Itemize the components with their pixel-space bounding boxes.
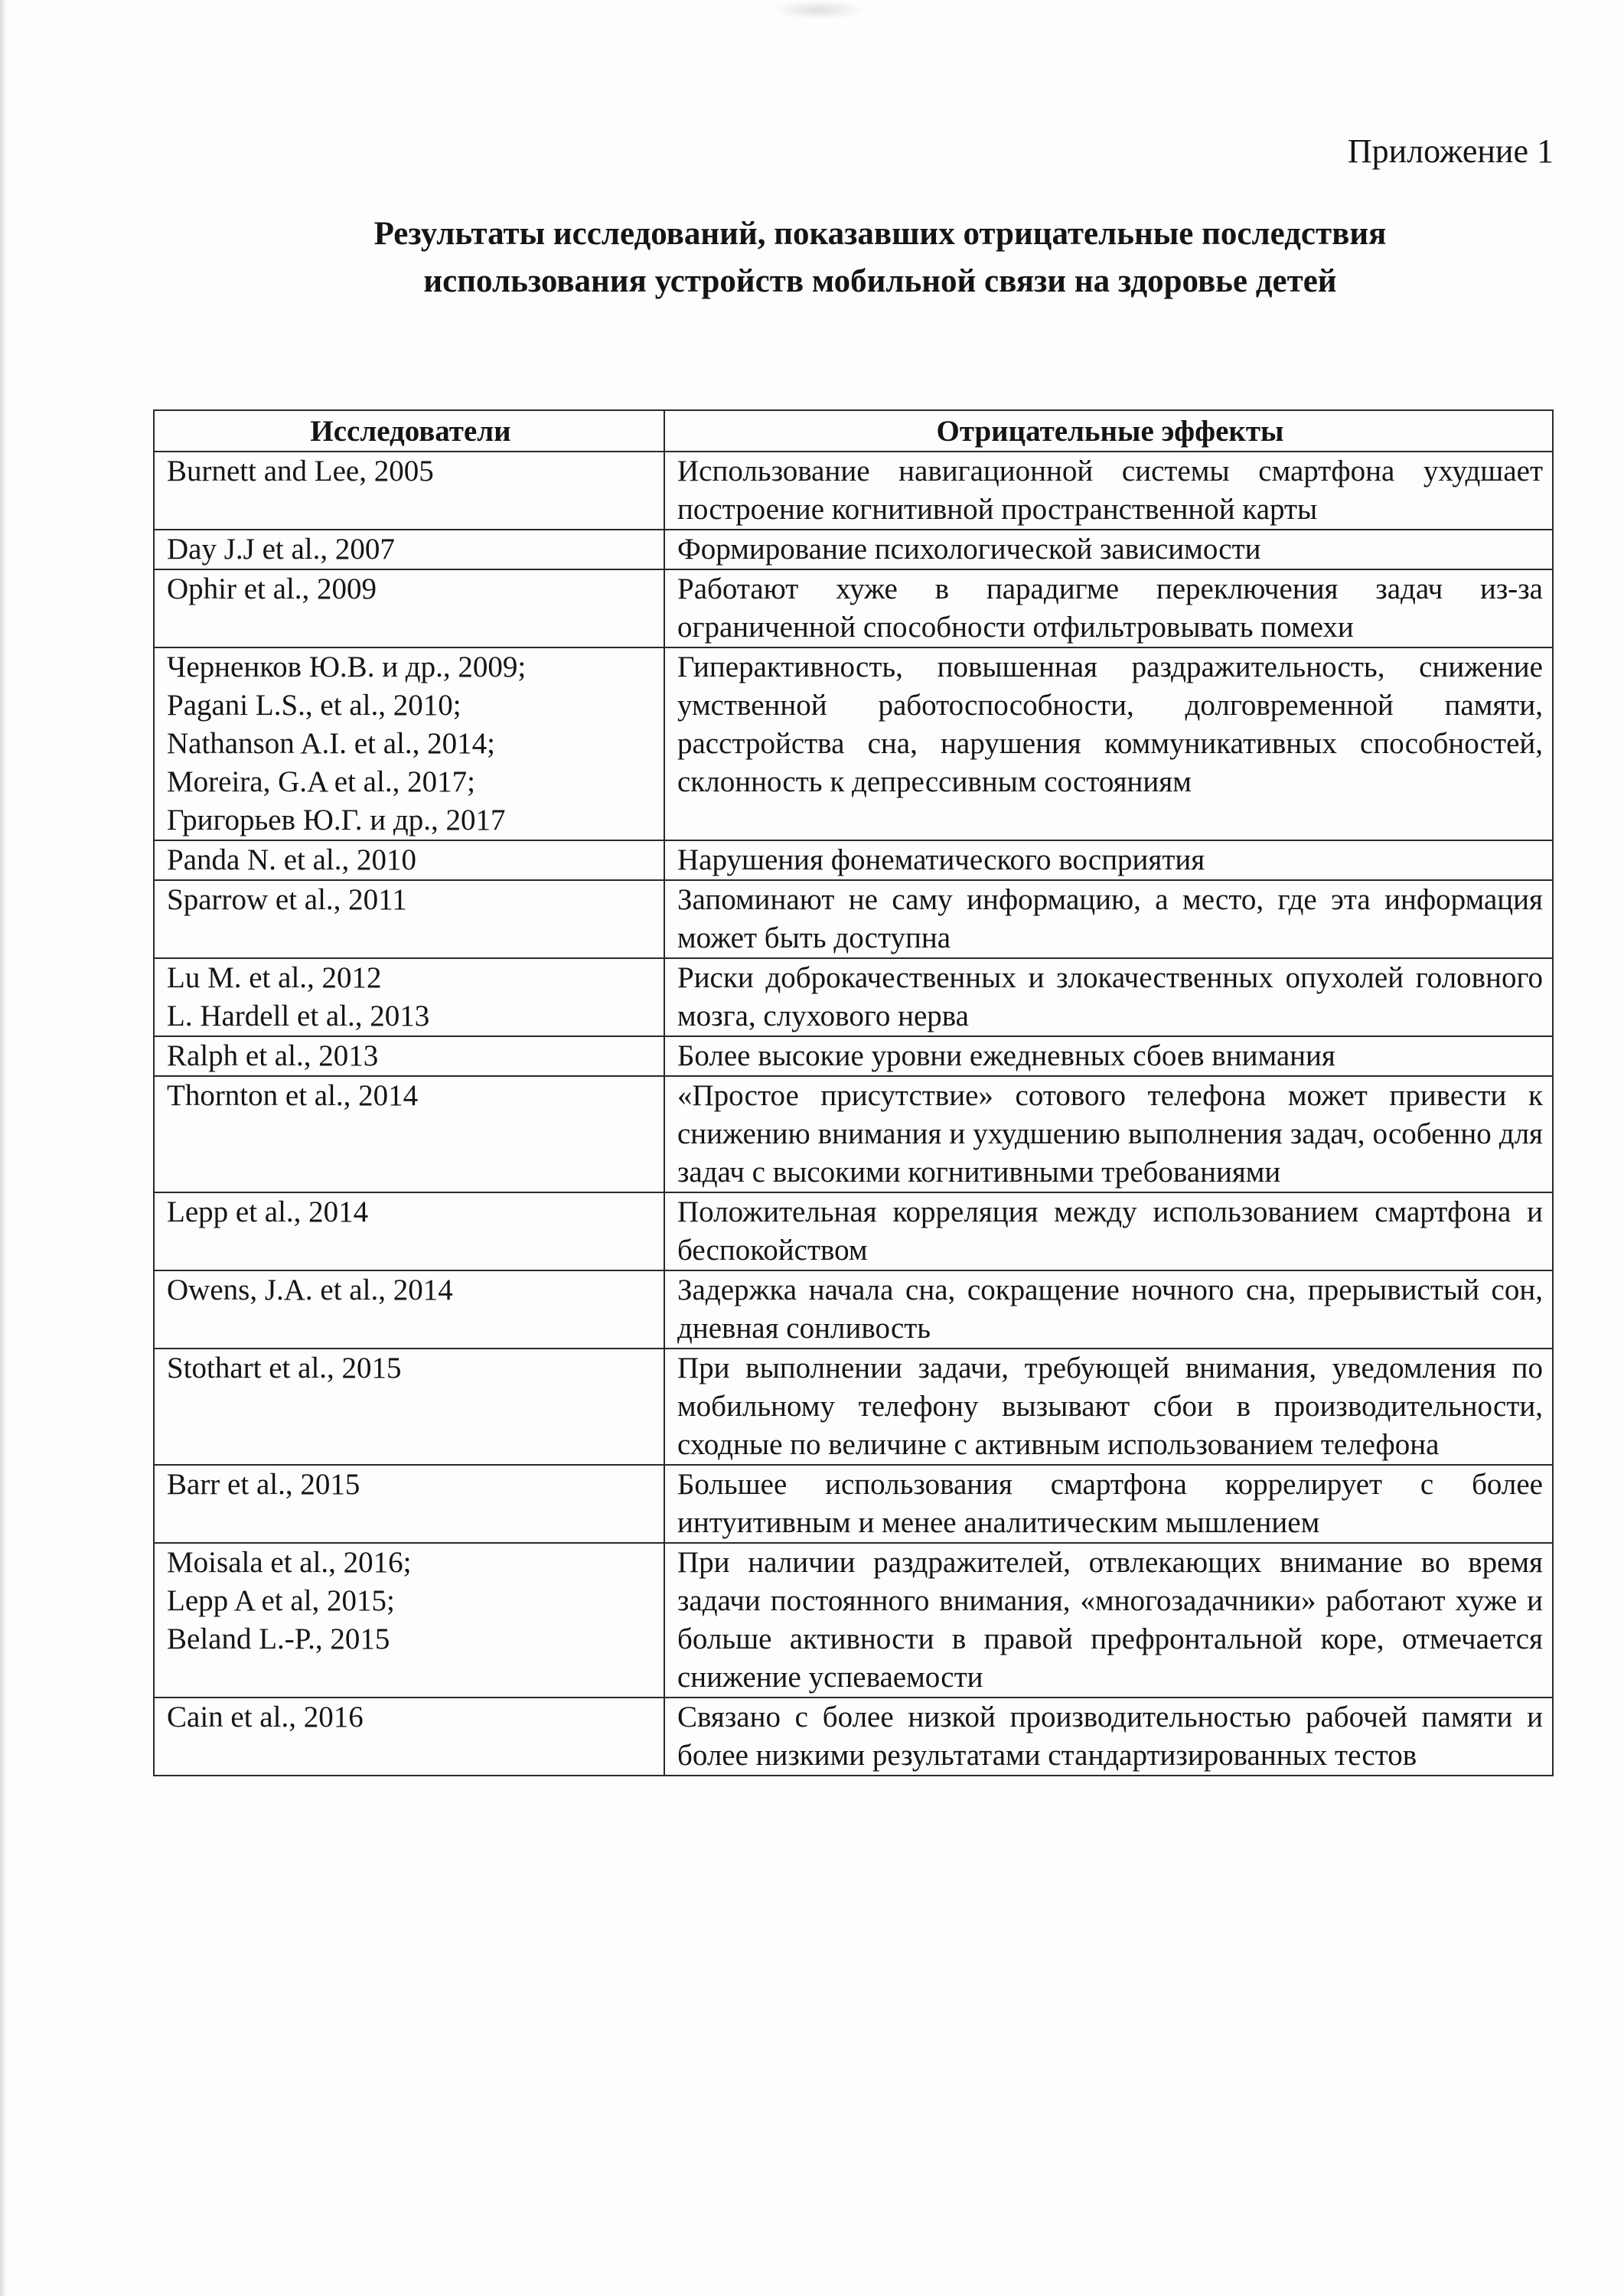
scan-edge-shadow (0, 0, 8, 2296)
effect-cell: Связано с более низкой производительностью рабочей памяти и более низкими результатами стандартизированных тестов (664, 1698, 1553, 1776)
researchers-cell (154, 1270, 664, 1349)
effect-cell: Положительная корреляция между использованием смартфона и беспокойством (664, 1192, 1553, 1270)
researchers-cell (154, 1698, 664, 1776)
effect-cell: Большее использования смартфона коррелирует с более интуитивным и менее аналитическим мышлением (664, 1465, 1553, 1543)
researcher-citation: Ralph et al., 2013 (167, 1039, 379, 1072)
researchers-cell (154, 452, 664, 530)
researchers-cell (154, 530, 664, 569)
researchers-cell (154, 1192, 664, 1270)
table-row (154, 530, 1553, 569)
table-row (154, 1192, 1553, 1270)
table-row (154, 452, 1553, 530)
table-row (154, 647, 1553, 840)
researcher-citation: Stothart et al., 2015 (167, 1352, 402, 1384)
researchers-cell (154, 840, 664, 880)
researcher-citation: Thornton et al., 2014 (167, 1079, 419, 1112)
researcher-citation: Pagani L.S., et al., 2010; (167, 689, 461, 722)
researcher-citation: Moreira, G.A et al., 2017; (167, 765, 475, 798)
effect-cell: «Простое присутствие» сотового телефона может привести к снижению внимания и ухудшению выполнения задач, особенно для задач с высокими когнитивными требованиями (664, 1076, 1553, 1192)
research-table (153, 409, 1554, 1776)
effect-cell: Формирование психологической зависимости (664, 530, 1553, 569)
researcher-citation: Barr et al., 2015 (167, 1468, 360, 1501)
researchers-cell (154, 1543, 664, 1698)
researchers-cell (154, 1465, 664, 1543)
researcher-citation: Panda N. et al., 2010 (167, 843, 417, 876)
document-title (230, 210, 1531, 305)
researcher-citation: Ophir et al., 2009 (167, 572, 377, 605)
table-row (154, 1036, 1553, 1076)
table-row (154, 880, 1553, 958)
effect-cell: Гиперактивность, повышенная раздражительность, снижение умственной работоспособности, долговременной памяти, расстройства сна, нарушения коммуникативных способностей, склонность к депрессивным состояниям (664, 647, 1553, 840)
effect-cell: При выполнении задачи, требующей внимания, уведомления по мобильному телефону вызывают сбои в производительности, сходные по величине с активным использованием телефона (664, 1349, 1553, 1465)
table-row (154, 1698, 1553, 1776)
researcher-citation: Cain et al., 2016 (167, 1701, 364, 1733)
table-row (154, 958, 1553, 1036)
effect-cell: Задержка начала сна, сокращение ночного сна, прерывистый сон, дневная сонливость (664, 1270, 1553, 1349)
header-researchers: Исследователи (154, 410, 664, 452)
researchers-cell (154, 1036, 664, 1076)
effect-cell: Запоминают не саму информацию, а место, где эта информация может быть доступна (664, 880, 1553, 958)
title-line-2: использования устройств мобильной связи на здоровье детей (423, 263, 1337, 299)
table-row (154, 1076, 1553, 1192)
researcher-citation: Beland L.-P., 2015 (167, 1623, 390, 1655)
researchers-cell (154, 1076, 664, 1192)
appendix-label: Приложение 1 (1347, 132, 1554, 170)
table-row (154, 1349, 1553, 1465)
header-effects: Отрицательные эффекты (664, 410, 1553, 452)
effect-cell: Более высокие уровни ежедневных сбоев внимания (664, 1036, 1553, 1076)
researcher-citation: Lepp A et al, 2015; (167, 1584, 395, 1617)
table-body (154, 452, 1553, 1776)
table-row (154, 569, 1553, 647)
table-row (154, 1543, 1553, 1698)
researcher-citation: Day J.J et al., 2007 (167, 533, 395, 566)
title-line-1: Результаты исследований, показавших отрицательные последствия (373, 216, 1387, 252)
researcher-citation: Lepp et al., 2014 (167, 1195, 369, 1228)
researcher-citation: L. Hardell et al., 2013 (167, 1000, 430, 1032)
researcher-citation: Григорьев Ю.Г. и др., 2017 (167, 804, 506, 837)
researcher-citation: Burnett and Lee, 2005 (167, 455, 434, 488)
table-row (154, 1465, 1553, 1543)
researcher-citation: Owens, J.A. et al., 2014 (167, 1274, 453, 1306)
researchers-cell (154, 880, 664, 958)
effect-cell: При наличии раздражителей, отвлекающих внимание во время задачи постоянного внимания, «многозадачники» работают хуже и больше активности в правой префронтальной коре, отмечается снижение успеваемости (664, 1543, 1553, 1698)
scan-smudge (773, 0, 865, 20)
researchers-cell (154, 958, 664, 1036)
researchers-cell (154, 569, 664, 647)
researchers-cell (154, 647, 664, 840)
researchers-cell (154, 1349, 664, 1465)
table-row (154, 1270, 1553, 1349)
effect-cell: Риски доброкачественных и злокачественных опухолей головного мозга, слухового нерва (664, 958, 1553, 1036)
effect-cell: Работают хуже в парадигме переключения задач из-за ограниченной способности отфильтровывать помехи (664, 569, 1553, 647)
researcher-citation: Lu M. et al., 2012 (167, 961, 382, 994)
table-row (154, 840, 1553, 880)
effect-cell: Нарушения фонематического восприятия (664, 840, 1553, 880)
researcher-citation: Moisala et al., 2016; (167, 1546, 412, 1579)
effect-cell: Использование навигационной системы смартфона ухудшает построение когнитивной пространственной карты (664, 452, 1553, 530)
researcher-citation: Sparrow et al., 2011 (167, 883, 407, 916)
researcher-citation: Черненков Ю.В. и др., 2009; (167, 651, 527, 683)
table-header-row (154, 410, 1553, 452)
researcher-citation: Nathanson A.I. et al., 2014; (167, 727, 495, 760)
